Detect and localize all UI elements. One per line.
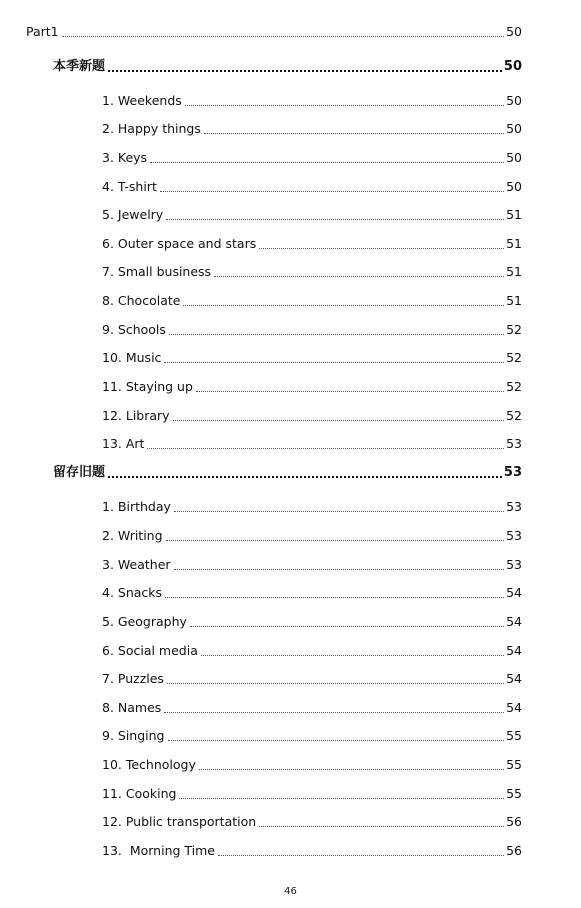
toc-entry-title: 11. Staying up bbox=[102, 379, 193, 394]
toc-entry-title: 2. Happy things bbox=[102, 121, 201, 136]
toc-entry-page: 50 bbox=[506, 150, 522, 165]
toc-entry[interactable] bbox=[0, 177, 581, 195]
dot-leader bbox=[166, 540, 505, 541]
toc-entry-title: 11. Cooking bbox=[102, 786, 177, 801]
toc-entry-title: 13. Art bbox=[102, 436, 145, 451]
dot-leader bbox=[167, 683, 504, 684]
toc-entry-page: 55 bbox=[506, 786, 522, 801]
toc-entry[interactable] bbox=[0, 320, 581, 338]
toc-section-heading[interactable] bbox=[0, 57, 581, 75]
toc-entry[interactable] bbox=[0, 555, 581, 573]
toc-entry-page: 51 bbox=[506, 236, 522, 251]
toc-entry-page: 50 bbox=[506, 121, 522, 136]
toc-entry-title: 1. Birthday bbox=[102, 499, 171, 514]
toc-entry[interactable] bbox=[0, 641, 581, 659]
dot-leader bbox=[199, 769, 504, 770]
toc-entry[interactable] bbox=[0, 262, 581, 280]
dot-leader bbox=[173, 420, 505, 421]
toc-entry[interactable] bbox=[0, 434, 581, 452]
dot-leader bbox=[160, 191, 504, 192]
dot-leader bbox=[166, 219, 504, 220]
page-number: 46 bbox=[284, 886, 297, 897]
toc-entry-page: 53 bbox=[506, 557, 522, 572]
toc-entry-title: 5. Jewelry bbox=[102, 207, 164, 222]
toc-entry[interactable] bbox=[0, 784, 581, 802]
toc-entry[interactable] bbox=[0, 205, 581, 223]
toc-entry-title: 10. Music bbox=[102, 350, 162, 365]
toc-entry-page: 53 bbox=[506, 499, 522, 514]
toc-entry[interactable] bbox=[0, 755, 581, 773]
toc-entry-page: 54 bbox=[506, 585, 522, 600]
dot-leader bbox=[165, 597, 504, 598]
dot-leader bbox=[218, 855, 504, 856]
toc-entry[interactable] bbox=[0, 812, 581, 830]
toc-entry-page: 51 bbox=[506, 207, 522, 222]
toc-entry[interactable] bbox=[0, 497, 581, 515]
toc-entry-title: 8. Chocolate bbox=[102, 293, 181, 308]
toc-entry[interactable] bbox=[0, 583, 581, 601]
dot-leader bbox=[164, 362, 504, 363]
dot-leader bbox=[108, 476, 502, 478]
toc-entry-title: 本季新题 bbox=[53, 59, 106, 74]
toc-entry-page: 51 bbox=[506, 293, 522, 308]
dot-leader bbox=[183, 305, 504, 306]
dot-leader bbox=[147, 448, 504, 449]
toc-entry-title: 6. Social media bbox=[102, 643, 198, 658]
toc-entry-page: 52 bbox=[506, 350, 522, 365]
toc-entry-page: 54 bbox=[506, 614, 522, 629]
toc-entry-page: 52 bbox=[506, 408, 522, 423]
toc-entry[interactable] bbox=[0, 377, 581, 395]
toc-entry-page: 56 bbox=[506, 814, 522, 829]
toc-entry-title: 5. Geography bbox=[102, 614, 187, 629]
toc-entry-page: 54 bbox=[506, 643, 522, 658]
toc-entry-title: 10. Technology bbox=[102, 757, 196, 772]
toc-entry-title: 2. Writing bbox=[102, 528, 163, 543]
toc-entry-page: 50 bbox=[506, 24, 522, 39]
toc-entry-title: 1. Weekends bbox=[102, 93, 182, 108]
toc-entry-title: 4. T-shirt bbox=[102, 179, 157, 194]
toc-entry-page: 55 bbox=[506, 728, 522, 743]
toc-entry[interactable] bbox=[0, 698, 581, 716]
dot-leader bbox=[164, 712, 504, 713]
dot-leader bbox=[174, 511, 504, 512]
dot-leader bbox=[150, 162, 504, 163]
toc-entry-page: 55 bbox=[506, 757, 522, 772]
toc-entry-part1[interactable] bbox=[0, 22, 581, 40]
dot-leader bbox=[62, 36, 504, 37]
toc-entry[interactable] bbox=[0, 91, 581, 109]
toc-entry-title: 6. Outer space and stars bbox=[102, 236, 257, 251]
toc-entry[interactable] bbox=[0, 119, 581, 137]
toc-entry-page: 53 bbox=[506, 528, 522, 543]
toc-entry[interactable] bbox=[0, 148, 581, 166]
toc-entry[interactable] bbox=[0, 291, 581, 309]
toc-entry[interactable] bbox=[0, 406, 581, 424]
toc-entry-title: 7. Small business bbox=[102, 264, 212, 279]
dot-leader bbox=[259, 248, 504, 249]
toc-entry-title: 3. Keys bbox=[102, 150, 148, 165]
toc-entry-title: 12. Public transportation bbox=[102, 814, 257, 829]
toc-entry-title: 8. Names bbox=[102, 700, 162, 715]
toc-entry[interactable] bbox=[0, 526, 581, 544]
toc-entry-page: 54 bbox=[506, 671, 522, 686]
dot-leader bbox=[179, 798, 504, 799]
dot-leader bbox=[214, 276, 504, 277]
toc-entry-title: Part1 bbox=[26, 24, 59, 39]
toc-entry[interactable] bbox=[0, 669, 581, 687]
toc-entry-page: 50 bbox=[503, 59, 522, 74]
toc-entry[interactable] bbox=[0, 726, 581, 744]
toc-entry-page: 53 bbox=[503, 465, 522, 480]
dot-leader bbox=[108, 70, 502, 72]
dot-leader bbox=[196, 391, 504, 392]
toc-entry-title: 7. Puzzles bbox=[102, 671, 164, 686]
toc-entry[interactable] bbox=[0, 612, 581, 630]
dot-leader bbox=[259, 826, 504, 827]
dot-leader bbox=[169, 334, 504, 335]
dot-leader bbox=[201, 655, 504, 656]
toc-entry-page: 51 bbox=[506, 264, 522, 279]
dot-leader bbox=[168, 740, 505, 741]
toc-entry[interactable] bbox=[0, 348, 581, 366]
toc-entry-title: 4. Snacks bbox=[102, 585, 163, 600]
toc-entry-page: 54 bbox=[506, 700, 522, 715]
toc-entry-title: 9. Singing bbox=[102, 728, 165, 743]
toc-entry-page: 53 bbox=[506, 436, 522, 451]
toc-entry-page: 52 bbox=[506, 379, 522, 394]
toc-entry-title: 3. Weather bbox=[102, 557, 171, 572]
toc-entry-page: 56 bbox=[506, 843, 522, 858]
toc-entry-title: 9. Schools bbox=[102, 322, 166, 337]
toc-entry-page: 50 bbox=[506, 93, 522, 108]
toc-entry[interactable] bbox=[0, 841, 581, 859]
toc-entry-title: 留存旧题 bbox=[53, 465, 106, 480]
toc-entry-title: 12. Library bbox=[102, 408, 170, 423]
dot-leader bbox=[190, 626, 504, 627]
dot-leader bbox=[185, 105, 504, 106]
toc-entry[interactable] bbox=[0, 234, 581, 252]
toc-entry-page: 50 bbox=[506, 179, 522, 194]
toc-entry-title: 13. Morning Time bbox=[102, 843, 215, 858]
dot-leader bbox=[204, 133, 504, 134]
toc-section-heading[interactable] bbox=[0, 463, 581, 481]
toc-entry-page: 52 bbox=[506, 322, 522, 337]
dot-leader bbox=[174, 569, 505, 570]
